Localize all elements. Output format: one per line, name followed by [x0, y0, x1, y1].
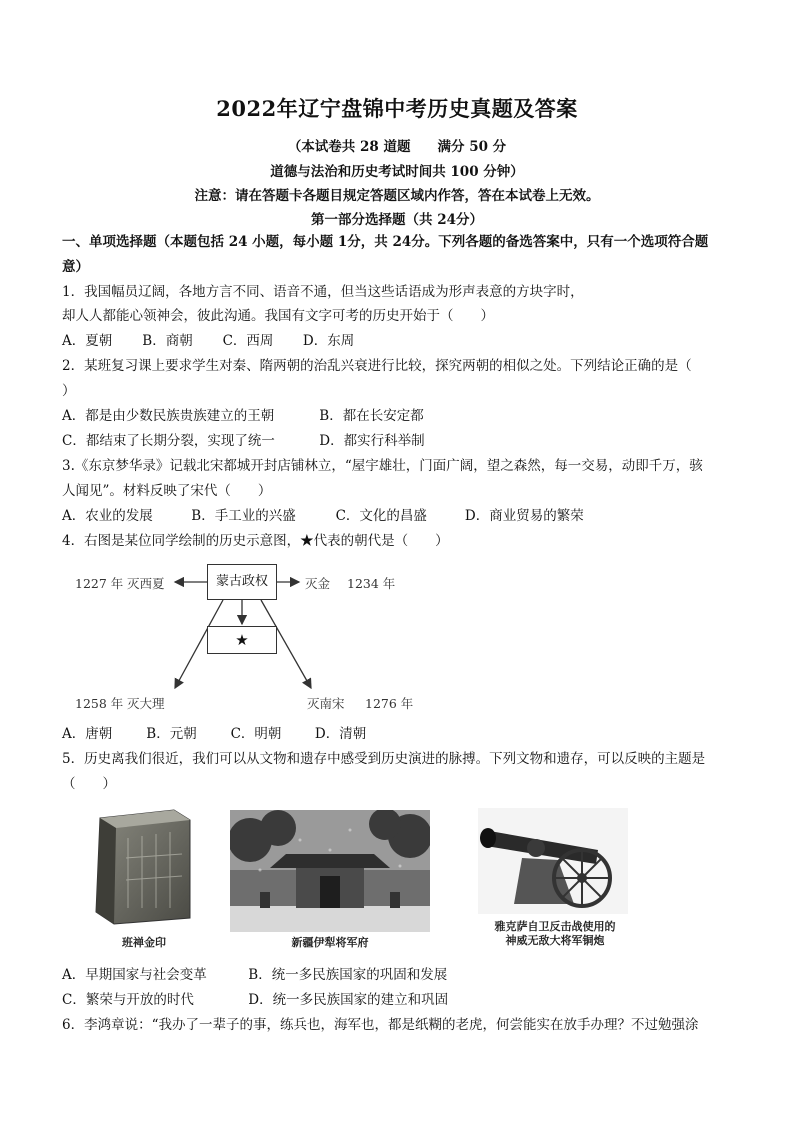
page-title: 2022年辽宁盘锦中考历史真题及答案: [216, 96, 578, 121]
option-b[interactable]: B．元朝: [146, 726, 197, 742]
cannon-drawing: [478, 808, 628, 914]
caption-cannon-line2: 神威无敌大将军铜炮: [505, 934, 605, 947]
option-b[interactable]: B．手工业的兴盛: [191, 508, 296, 524]
question-3-options: [62, 507, 742, 525]
event-jin: 灭金: [305, 576, 331, 591]
option-a[interactable]: A．都是由少数民族贵族建立的王朝: [62, 408, 275, 424]
mongol-conquest-diagram: [75, 560, 415, 720]
option-d[interactable]: D．东周: [302, 333, 355, 349]
option-d[interactable]: D．商业贸易的繁荣: [464, 508, 584, 524]
option-a[interactable]: A．唐朝: [62, 726, 113, 742]
cannon-image: [478, 808, 628, 914]
seal-drawing: [86, 808, 196, 926]
year-1234: 1234 年: [347, 576, 396, 591]
option-b[interactable]: B．商朝: [142, 333, 193, 349]
year-1227: 1227 年: [75, 576, 124, 591]
question-4-options: [62, 725, 742, 743]
option-d[interactable]: D．都实行科举制: [319, 433, 425, 449]
caption-panchen-seal: 班禅金印: [122, 936, 166, 949]
option-d[interactable]: D．清朝: [314, 726, 367, 742]
mansion-drawing: [230, 810, 430, 932]
question-1-line1: 1．我国幅员辽阔，各地方言不同、语音不通，但当这些话语成为形声表意的方块字时，: [62, 284, 584, 300]
option-c[interactable]: C．繁荣与开放的时代: [62, 992, 194, 1008]
question-1-line2: 却人人都能心领神会，彼此沟通。我国有文字可考的历史开始于（ ）: [62, 308, 494, 324]
section-heading: 一、单项选择题（本题包括 24 小题，每小题 1分，共 24分。下列各题的备选答案中，只有一个选项符合题: [62, 234, 709, 250]
caption-cannon-line1: 雅克萨自卫反击战使用的: [494, 920, 616, 933]
section-heading-cont: 意）: [62, 259, 89, 275]
question-1-options: [62, 332, 742, 350]
option-a[interactable]: A．夏朝: [62, 333, 113, 349]
option-a[interactable]: A．农业的发展: [62, 508, 153, 524]
option-c[interactable]: C．西周: [222, 333, 274, 349]
panchen-seal-image: [86, 808, 196, 926]
year-1258: 1258 年: [75, 696, 124, 711]
subtitle-score: （本试卷共 28 道题 满分 50 分: [287, 139, 507, 155]
option-c[interactable]: C．都结束了长期分裂，实现了统一: [62, 433, 275, 449]
question-2-options-row2: [62, 432, 742, 450]
year-1276: 1276 年: [365, 696, 414, 711]
subtitle-time: 道德与法治和历史考试时间共 100 分钟）: [270, 164, 524, 180]
option-d[interactable]: D．统一多民族国家的建立和巩固: [248, 992, 449, 1008]
caption-yili-mansion: 新疆伊犁将军府: [291, 936, 369, 949]
yili-mansion-image: [230, 810, 430, 932]
question-6-line1: 6．李鸿章说：“我办了一辈子的事，练兵也，海军也，都是纸糊的老虎，何尝能实在放手办理？不过勉强涂: [62, 1017, 699, 1033]
star-box: ★: [207, 626, 277, 654]
event-nansong: 灭南宋: [307, 696, 345, 711]
option-c[interactable]: C．明朝: [230, 726, 282, 742]
question-5-line2: （ ）: [62, 776, 116, 792]
option-b[interactable]: B．都在长安定都: [319, 408, 424, 424]
question-3-line1: 3.《东京梦华录》记载北宋都城开封店铺林立，“屋宇雄壮，门面广阔，望之森然，每一交易，动即千万，骇: [62, 458, 703, 474]
question-5-options-row1: [62, 966, 742, 984]
question-5-options-row2: [62, 991, 742, 1009]
event-xixia: 灭西夏: [127, 576, 165, 591]
notice: 注意：请在答题卡各题目规定答题区域内作答，答在本试卷上无效。: [194, 188, 600, 204]
event-dali: 灭大理: [127, 696, 165, 711]
question-4-line1: 4．右图是某位同学绘制的历史示意图，★代表的朝代是（ ）: [62, 533, 449, 549]
question-2-options-row1: [62, 407, 742, 425]
option-a[interactable]: A．早期国家与社会变革: [62, 967, 207, 983]
part-heading: 第一部分选择题（共 24分）: [311, 212, 483, 228]
question-2-line1: 2．某班复习课上要求学生对秦、隋两朝的治乱兴衰进行比较，探究两朝的相似之处。下列结论正确的是（: [62, 358, 692, 374]
question-3-line2: 人闻见”。材料反映了宋代（ ）: [62, 483, 272, 499]
option-b[interactable]: B．统一多民族国家的巩固和发展: [248, 967, 448, 983]
mongol-regime-box: 蒙古政权: [207, 564, 277, 600]
option-c[interactable]: C．文化的昌盛: [335, 508, 427, 524]
question-5-line1: 5．历史离我们很近，我们可以从文物和遗存中感受到历史演进的脉搏。下列文物和遗存，可以反映的主题是: [62, 751, 706, 767]
question-2-line2: ）: [62, 383, 76, 399]
